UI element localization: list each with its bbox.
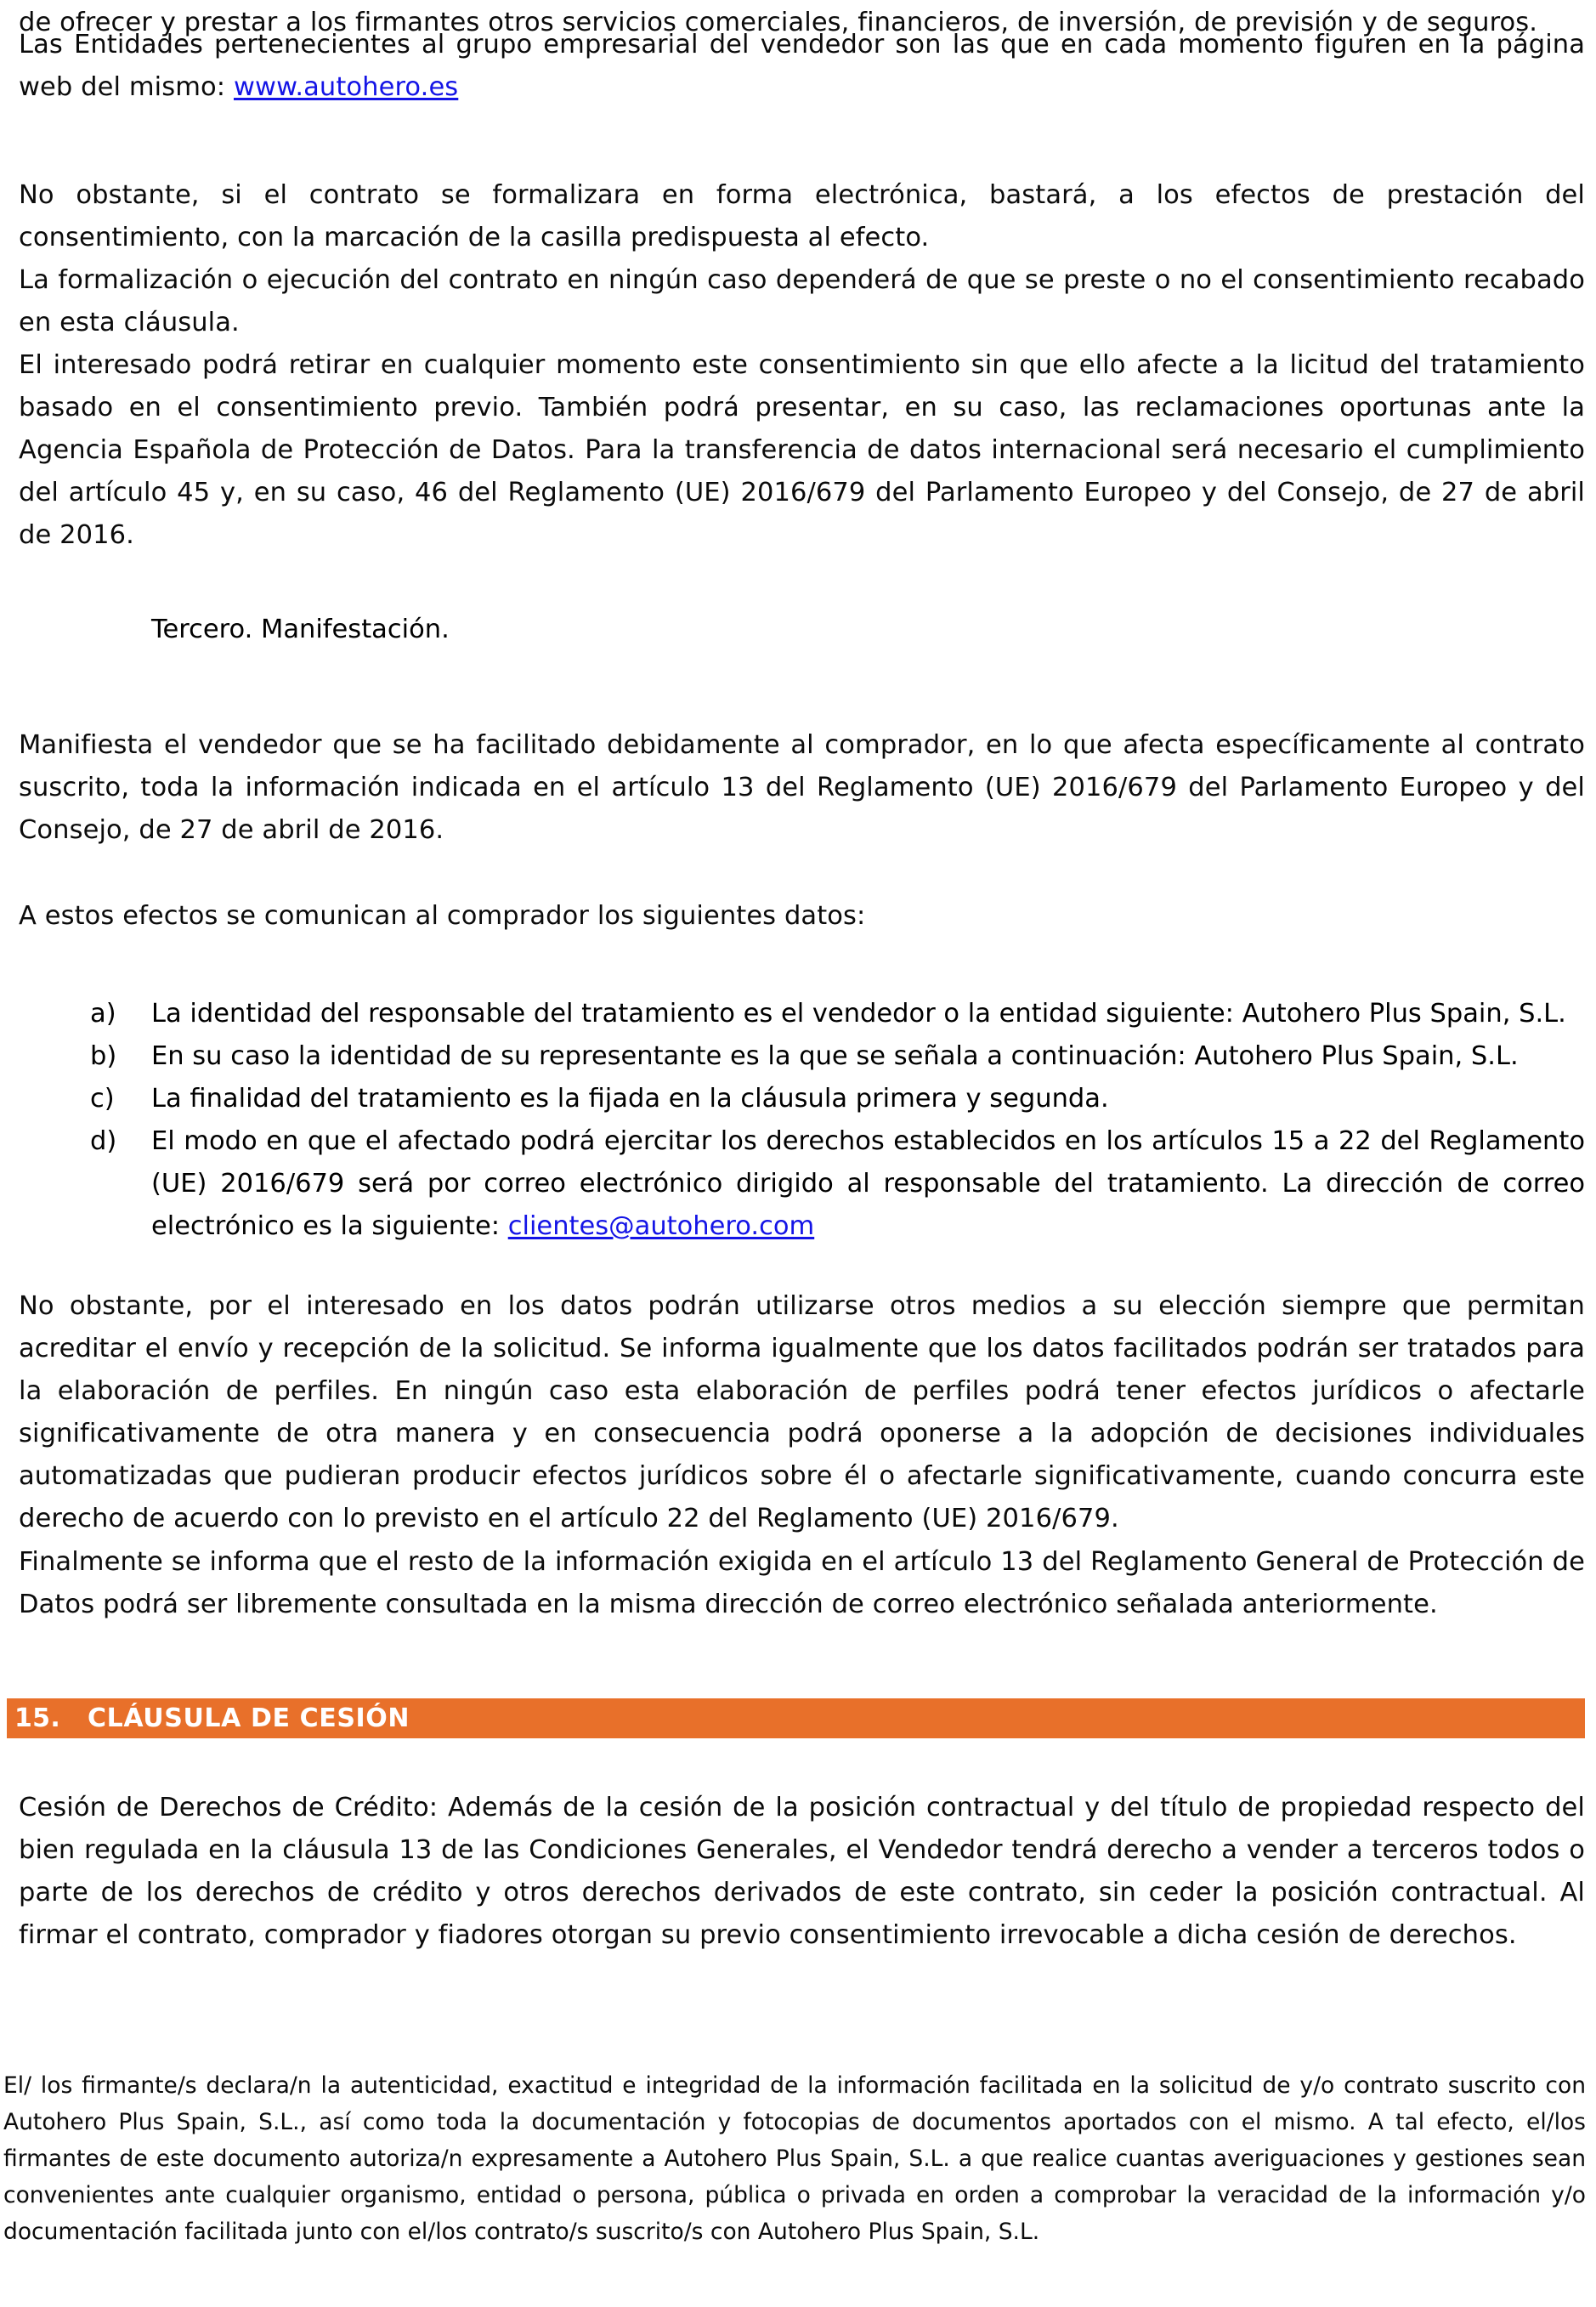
- heading-tercero: [19, 609, 1585, 651]
- list-marker-a: a): [90, 999, 116, 1029]
- paragraph-manifiesta-vendedor-text: Manifiesta el vendedor que se ha facilitado debidamente al comprador, en lo que afecta específicamente al contrato suscrito, toda la información indicada en el artículo 13 del Reglamento (UE) 2016/679 del Parlamento Europeo y del Consejo, de 27 de abril de 2016.: [19, 730, 1585, 845]
- paragraph-entidades-text: [19, 24, 1585, 109]
- paragraph-line-servicios: de ofrecer y prestar a los firmantes otros servicios comerciales, financieros, de inversión, de previsión y de seguros.: [19, 8, 1538, 37]
- list-item: [19, 1078, 1585, 1120]
- heading-tercero-text: Tercero. Manifestación.: [151, 615, 450, 644]
- list-text-d-lead: El modo en que el afectado podrá ejercitar los derechos establecidos en los artículos 15 a 22 del Reglamento (UE) 2016/679 será por correo electrónico dirigido al responsable del tratamiento. La dirección de correo electrónico es la siguiente:: [151, 1126, 1585, 1241]
- paragraph-finalmente-informa-text: Finalmente se informa que el resto de la información exigida en el artículo 13 del Reglamento General de Protección de Datos podrá ser libremente consultada en la misma dirección de correo electrónico señalada anteriormente.: [19, 1547, 1585, 1619]
- list-text-c: La finalidad del tratamiento es la fijada en la cláusula primera y segunda.: [151, 1084, 1109, 1114]
- section-header-clausula-cesion: [7, 1698, 1585, 1738]
- autohero-website-link[interactable]: www.autohero.es: [233, 72, 459, 102]
- paragraph-entidades: [19, 24, 1585, 109]
- paragraph-cesion-derechos-credito-text: Cesión de Derechos de Crédito: Además de la cesión de la posición contractual y del título de propiedad respecto del bien regulada en la cláusula 13 de las Condiciones Generales, el Vendedor tendrá derecho a vender a terceros todos o parte de los derechos de crédito y otros derechos derivados de este contrato, sin ceder la posición contractual. Al firmar el contrato, comprador y fiadores otorgan su previo consentimiento irrevocable a dicha cesión de derechos.: [19, 1793, 1585, 1950]
- paragraph-cesion-derechos-credito: [19, 1787, 1585, 1957]
- paragraph-retirada-consentimiento: [19, 344, 1585, 557]
- paragraph-formalizacion-electronica: [19, 174, 1585, 259]
- paragraph-finalmente-informa: [19, 1541, 1585, 1626]
- paragraph-formalizacion-electronica-text: No obstante, si el contrato se formalizara en forma electrónica, bastará, a los efectos de prestación del consentimiento, con la marcación de la casilla predispuesta al efecto.: [19, 180, 1585, 252]
- paragraph-a-estos-efectos: [19, 895, 1585, 938]
- list-text-d: [151, 1120, 1585, 1248]
- list-item: [19, 993, 1585, 1035]
- list-marker-d: d): [90, 1126, 117, 1156]
- paragraph-manifiesta-vendedor: [19, 724, 1585, 852]
- list-marker-c: c): [90, 1084, 115, 1114]
- section-number: 15.: [14, 1703, 61, 1733]
- section-title: CLÁUSULA DE CESIÓN: [88, 1703, 410, 1733]
- paragraph-otros-medios-text: No obstante, por el interesado en los datos podrán utilizarse otros medios a su elección siempre que permitan acreditar el envío y recepción de la solicitud. Se informa igualmente que los datos facilitados podrán ser tratados para la elaboración de perfiles. En ningún caso esta elaboración de perfiles podrá tener efectos jurídicos o afectarle significativamente de otra manera y en consecuencia podrá oponerse a la adopción de decisiones individuales automatizadas que pudieran producir efectos jurídicos sobre él o afectarle significativamente, cuando concurra este derecho de acuerdo con lo previsto en el artículo 22 del Reglamento (UE) 2016/679.: [19, 1291, 1585, 1533]
- paragraph-entidades-lead: Las Entidades pertenecientes al grupo empresarial del vendedor son las que en cada momento figuren en la página web del mismo:: [19, 30, 1585, 102]
- list-text-b: En su caso la identidad de su representante es la que se señala a continuación: Autohero Plus Spain, S.L.: [151, 1041, 1519, 1071]
- paragraph-otros-medios: [19, 1285, 1585, 1540]
- list-item: [19, 1120, 1585, 1248]
- paragraph-declaracion-firmantes: [3, 2067, 1586, 2250]
- paragraph-formalizacion-ejecucion-text: La formalización o ejecución del contrato en ningún caso dependerá de que se preste o no el consentimiento recabado en esta cláusula.: [19, 265, 1585, 337]
- list-marker-b: b): [90, 1041, 117, 1071]
- list-text-a: La identidad del responsable del tratamiento es el vendedor o la entidad siguiente: Autohero Plus Spain, S.L.: [151, 999, 1566, 1029]
- list-item: [19, 1035, 1585, 1078]
- paragraph-a-estos-efectos-text: A estos efectos se comunican al comprador los siguientes datos:: [19, 901, 866, 931]
- paragraph-retirada-consentimiento-text: El interesado podrá retirar en cualquier momento este consentimiento sin que ello afecte a la licitud del tratamiento basado en el consentimiento previo. También podrá presentar, en su caso, las reclamaciones oportunas ante la Agencia Española de Protección de Datos. Para la transferencia de datos internacional será necesario el cumplimiento del artículo 45 y, en su caso, 46 del Reglamento (UE) 2016/679 del Parlamento Europeo y del Consejo, de 27 de abril de 2016.: [19, 350, 1585, 550]
- clientes-email-link[interactable]: clientes@autohero.com: [507, 1211, 815, 1241]
- paragraph-formalizacion-ejecucion: [19, 259, 1585, 344]
- paragraph-declaracion-firmantes-text: El/ los firmante/s declara/n la autenticidad, exactitud e integridad de la información facilitada en la solicitud de y/o contrato suscrito con Autohero Plus Spain, S.L., así como toda la documentación y fotocopias de documentos aportados con el mismo. A tal efecto, el/los firmantes de este documento autoriza/n expresamente a Autohero Plus Spain, S.L. a que realice cuantas averiguaciones y gestiones sean convenientes ante cualquier organismo, entidad o persona, pública o privada en orden a comprobar la veracidad de la información y/o documentación facilitada junto con el/los contrato/s suscrito/s con Autohero Plus Spain, S.L.: [3, 2072, 1586, 2245]
- lettered-list: [19, 993, 1585, 1248]
